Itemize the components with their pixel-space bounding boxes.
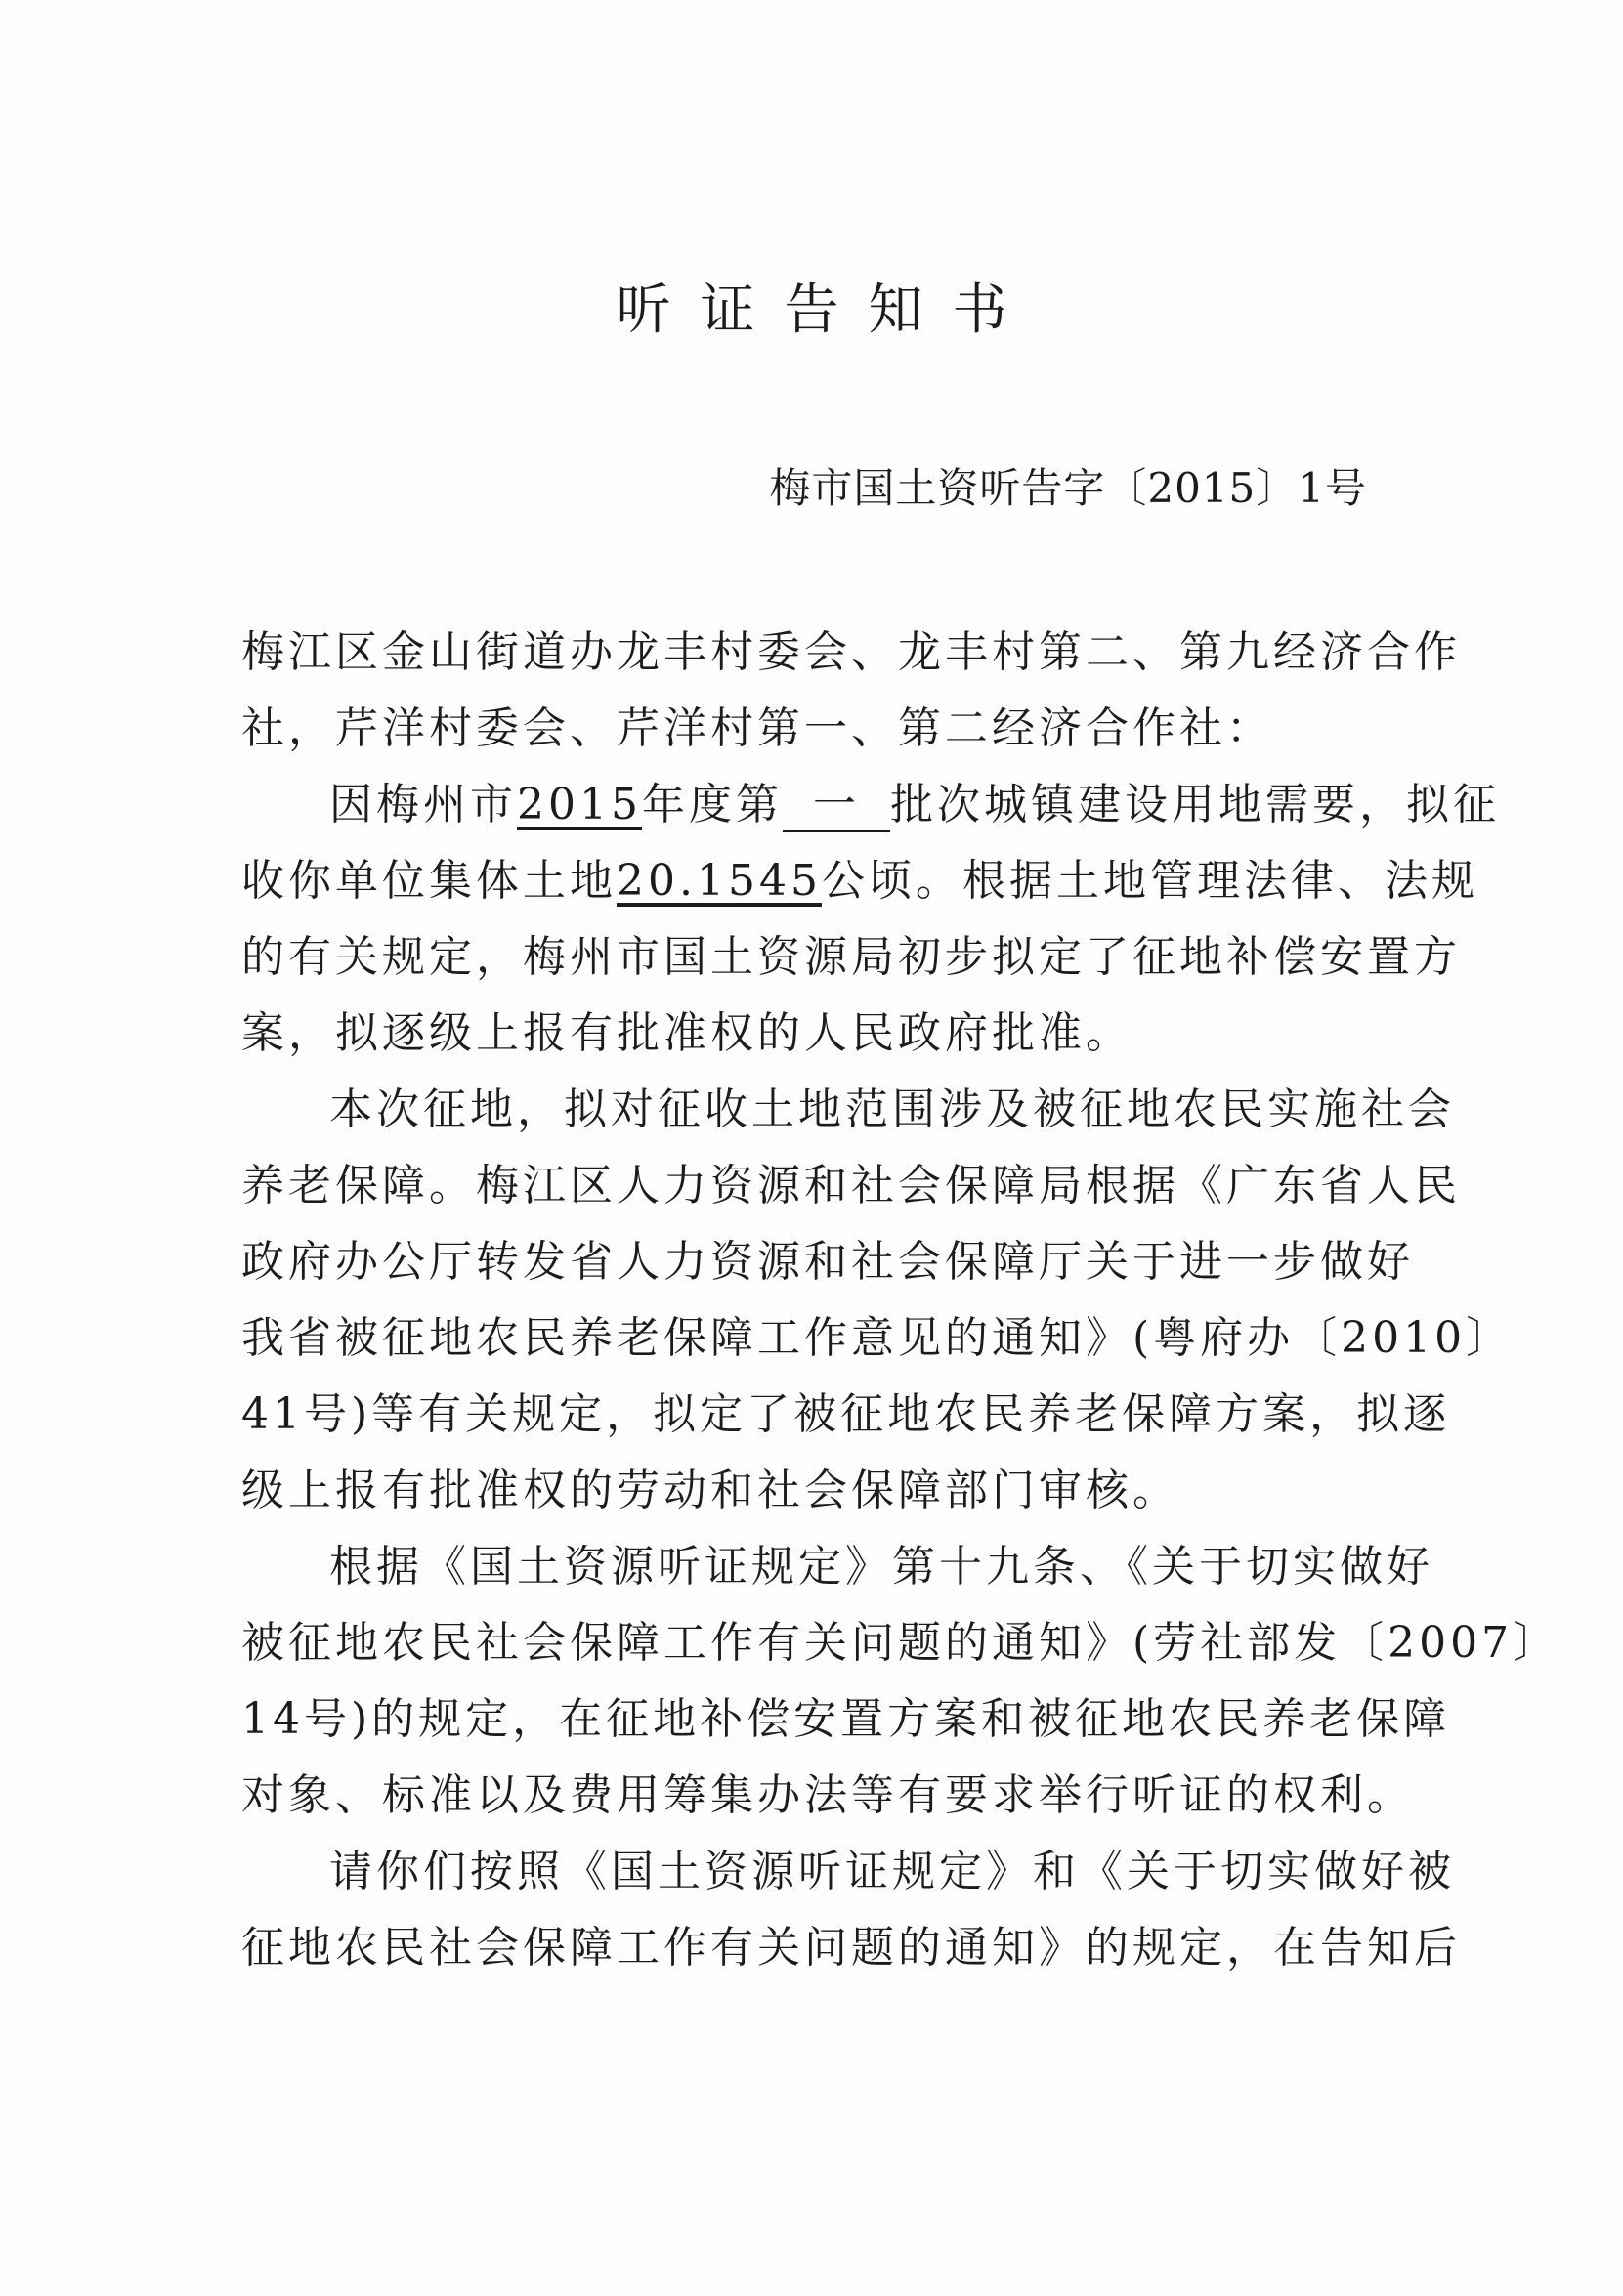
- paragraph-line: 案，拟逐级上报有批准权的人民政府批准。: [241, 1008, 1132, 1058]
- paragraph-line: 本次征地，拟对征收土地范围涉及被征地农民实施社会: [329, 1084, 1455, 1134]
- paragraph-line: 14号)的规定，在征地补偿安置方案和被征地农民养老保障: [241, 1694, 1451, 1744]
- addressee-line: 社，芹洋村委会、芹洋村第一、第二经济合作社：: [241, 703, 1273, 753]
- text-run: 年度第: [641, 780, 783, 829]
- paragraph-line: [329, 774, 1500, 836]
- batch-field: 一: [783, 780, 890, 832]
- paragraph-line: 对象、标准以及费用筹集办法等有要求举行听证的权利。: [241, 1770, 1414, 1820]
- addressee-line: 梅江区金山街道办龙丰村委会、龙丰村第二、第九经济合作: [241, 627, 1461, 677]
- text-run: 批次城镇建设用地需要，拟征: [889, 780, 1500, 829]
- text-run: 公顷。根据土地管理法律、法规: [821, 856, 1478, 906]
- document-title: 听证告知书: [616, 278, 1037, 342]
- paragraph-line: 级上报有批准权的劳动和社会保障部门审核。: [241, 1466, 1179, 1515]
- paragraph-line: 41号)等有关规定，拟定了被征地农民养老保障方案，拟逐: [241, 1389, 1451, 1439]
- text-run: 收你单位集体土地: [241, 856, 617, 906]
- paragraph-line: 被征地农民社会保障工作有关问题的通知》(劳社部发〔2007〕: [241, 1618, 1560, 1668]
- paragraph-line: 我省被征地农民养老保障工作意见的通知》(粤府办〔2010〕: [241, 1313, 1514, 1363]
- text-run: 因梅州市: [329, 780, 517, 829]
- area-field: 20.1545: [617, 856, 822, 906]
- paragraph-line: 养老保障。梅江区人力资源和社会保障局根据《广东省人民: [241, 1161, 1461, 1211]
- paragraph-line: 政府办公厅转发省人力资源和社会保障厅关于进一步做好: [241, 1237, 1414, 1287]
- paragraph-line: 征地农民社会保障工作有关问题的通知》的规定，在告知后: [241, 1923, 1461, 1973]
- year-field: 2015: [517, 780, 642, 829]
- paragraph-line: 的有关规定，梅州市国土资源局初步拟定了征地补偿安置方: [241, 932, 1461, 982]
- paragraph-line: 根据《国土资源听证规定》第十九条、《关于切实做好: [329, 1542, 1433, 1592]
- document-number: 梅市国土资听告字〔2015〕1号: [769, 464, 1367, 512]
- paragraph-line: 请你们按照《国土资源听证规定》和《关于切实做好被: [329, 1847, 1455, 1896]
- paragraph-line: [241, 850, 1478, 913]
